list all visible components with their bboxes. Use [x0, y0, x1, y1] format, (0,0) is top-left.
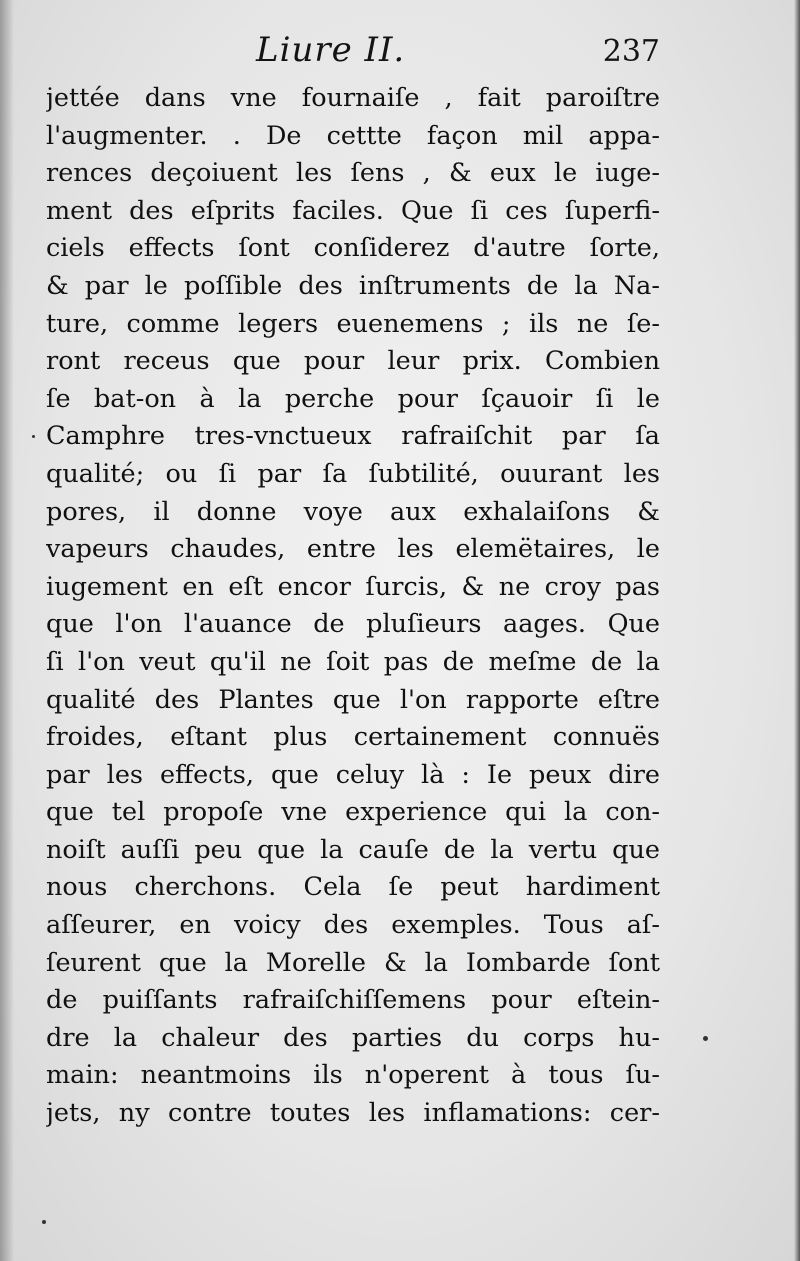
body-text	[46, 80, 660, 1133]
text-line: main: neantmoins ils n'operent à tous ſu-	[46, 1060, 660, 1091]
text-line: qualité; ou ſi par ſa ſubtilité, ouurant les	[46, 458, 660, 489]
page-number: 237	[602, 34, 660, 69]
text-line: de puiſſants rafraiſchiſſemens pour eſtein-	[46, 985, 660, 1016]
text-line: & par le poſſible des inſtruments de la Na-	[46, 270, 660, 301]
text-line: ſi l'on veut qu'il ne ſoit pas de meſme de la	[46, 646, 660, 677]
text-line: iugement en eſt encor ſurcis, & ne croy pas	[46, 571, 660, 602]
page-edge	[794, 0, 800, 1261]
text-line: noiſt auſſi peu que la cauſe de la vertu que	[46, 834, 660, 865]
text-line: ture, comme legers euenemens ; ils ne ſe-	[46, 308, 660, 339]
text-line: ſeurent que la Morelle & la Iombarde ſont	[46, 947, 660, 978]
text-line: ment des eſprits faciles. Que ſi ces ſuperfi-	[46, 195, 660, 226]
text-line: nous cherchons. Cela ſe peut hardiment	[46, 872, 660, 903]
text-line: ciels effects ſont conſiderez d'autre ſorte,	[46, 233, 660, 264]
text-line: aſſeurer, en voicy des exemples. Tous aſ-	[46, 910, 660, 941]
text-line: que tel propoſe vne experience qui la con-	[46, 797, 660, 828]
text-line: ront receus que pour leur prix. Combien	[46, 346, 660, 377]
text-line: dre la chaleur des parties du corps hu-	[46, 1022, 660, 1053]
text-line: Camphre tres-vnctueux rafraiſchit par ſa	[46, 421, 660, 452]
page-header	[48, 30, 660, 80]
ink-speck	[32, 435, 35, 438]
text-line: pores, il donne voye aux exhalaiſons &	[46, 496, 660, 527]
text-line: que l'on l'auance de pluſieurs aages. Que	[46, 609, 660, 640]
text-line: jettée dans vne fournaiſe , fait paroiſtre	[46, 83, 660, 113]
page-gutter-shadow	[0, 0, 14, 1261]
text-line: jets, ny contre toutes les inflamations: cer-	[46, 1098, 660, 1129]
text-line: ſe bat-on à la perche pour ſçauoir ſi le	[46, 383, 660, 414]
text-line: qualité des Plantes que l'on rapporte eſtre	[46, 684, 660, 715]
text-line: par les effects, que celuy là : Ie peux dire	[46, 759, 660, 790]
text-line: l'augmenter. . De cettte façon mil appa-	[46, 120, 660, 151]
text-line: froides, eſtant plus certainement connuës	[46, 722, 660, 753]
ink-speck	[703, 1036, 708, 1041]
text-line: rences deçoiuent les ſens , & eux le iuge-	[46, 158, 660, 189]
running-head: Liure II.	[256, 30, 406, 70]
text-line: vapeurs chaudes, entre les elemëtaires, le	[46, 534, 660, 565]
ink-speck	[42, 1220, 46, 1224]
